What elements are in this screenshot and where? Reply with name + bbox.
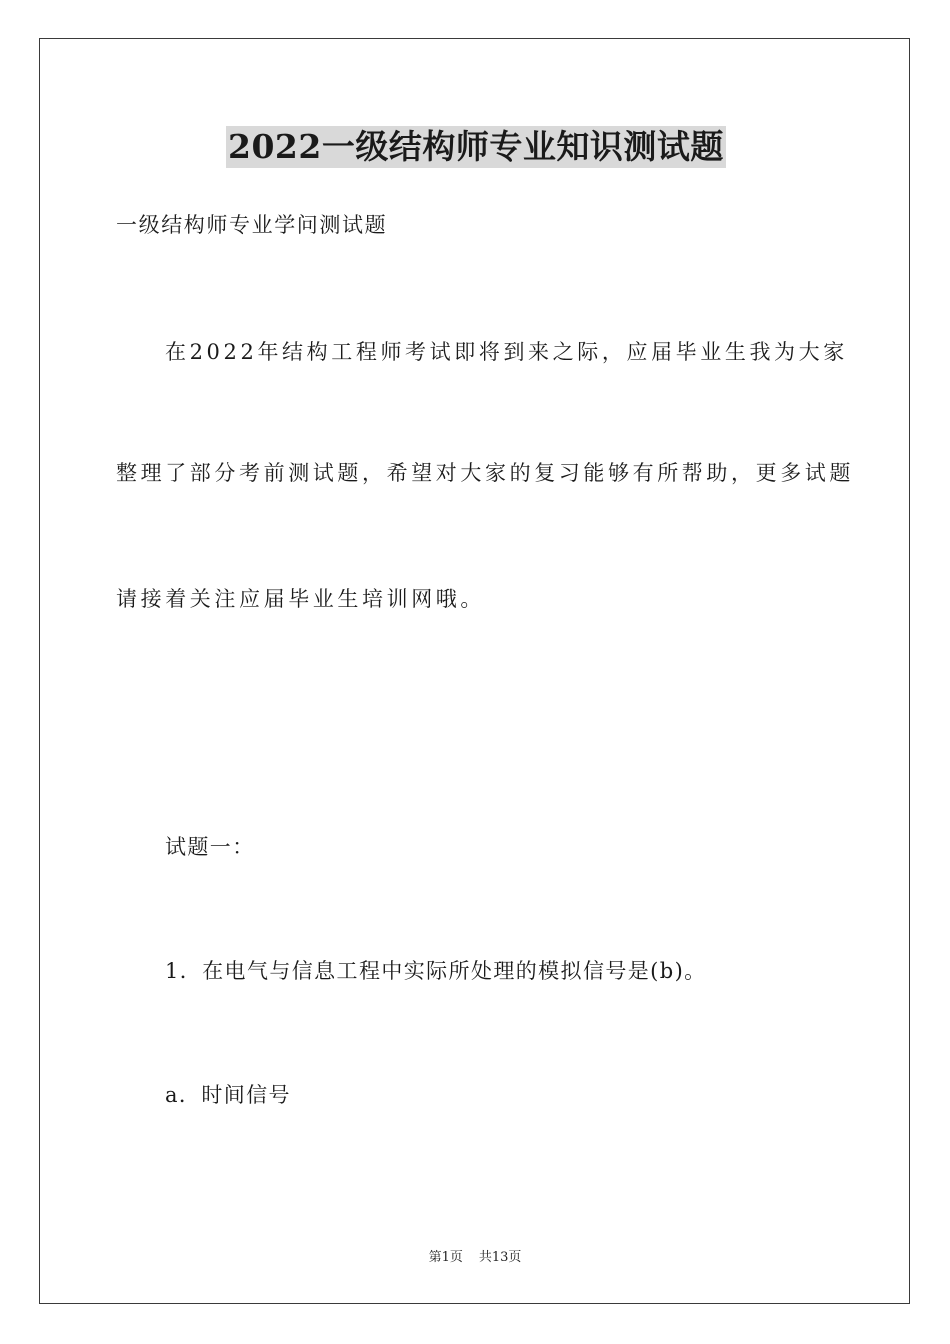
page-total: 共13页 bbox=[478, 1250, 522, 1265]
intro-paragraph-line-2: 整理了部分考前测试题，希望对大家的复习能够有所帮助，更多试题 bbox=[116, 461, 854, 485]
section-heading: 试题一： bbox=[165, 835, 255, 859]
question-1: 1．在电气与信息工程中实际所处理的模拟信号是(b)。 bbox=[165, 959, 707, 983]
page-number: 第1页 bbox=[428, 1250, 463, 1265]
document-title: 2022一级结构师专业知识测试题 bbox=[228, 127, 724, 166]
question-1-option-a: a．时间信号 bbox=[165, 1083, 291, 1107]
page-footer bbox=[0, 1246, 950, 1265]
document-subtitle: 一级结构师专业学问测试题 bbox=[116, 213, 388, 237]
intro-paragraph-line-3: 请接着关注应届毕业生培训网哦。 bbox=[116, 587, 485, 611]
intro-paragraph-line-1: 在2022年结构工程师考试即将到来之际，应届毕业生我为大家 bbox=[165, 340, 848, 364]
